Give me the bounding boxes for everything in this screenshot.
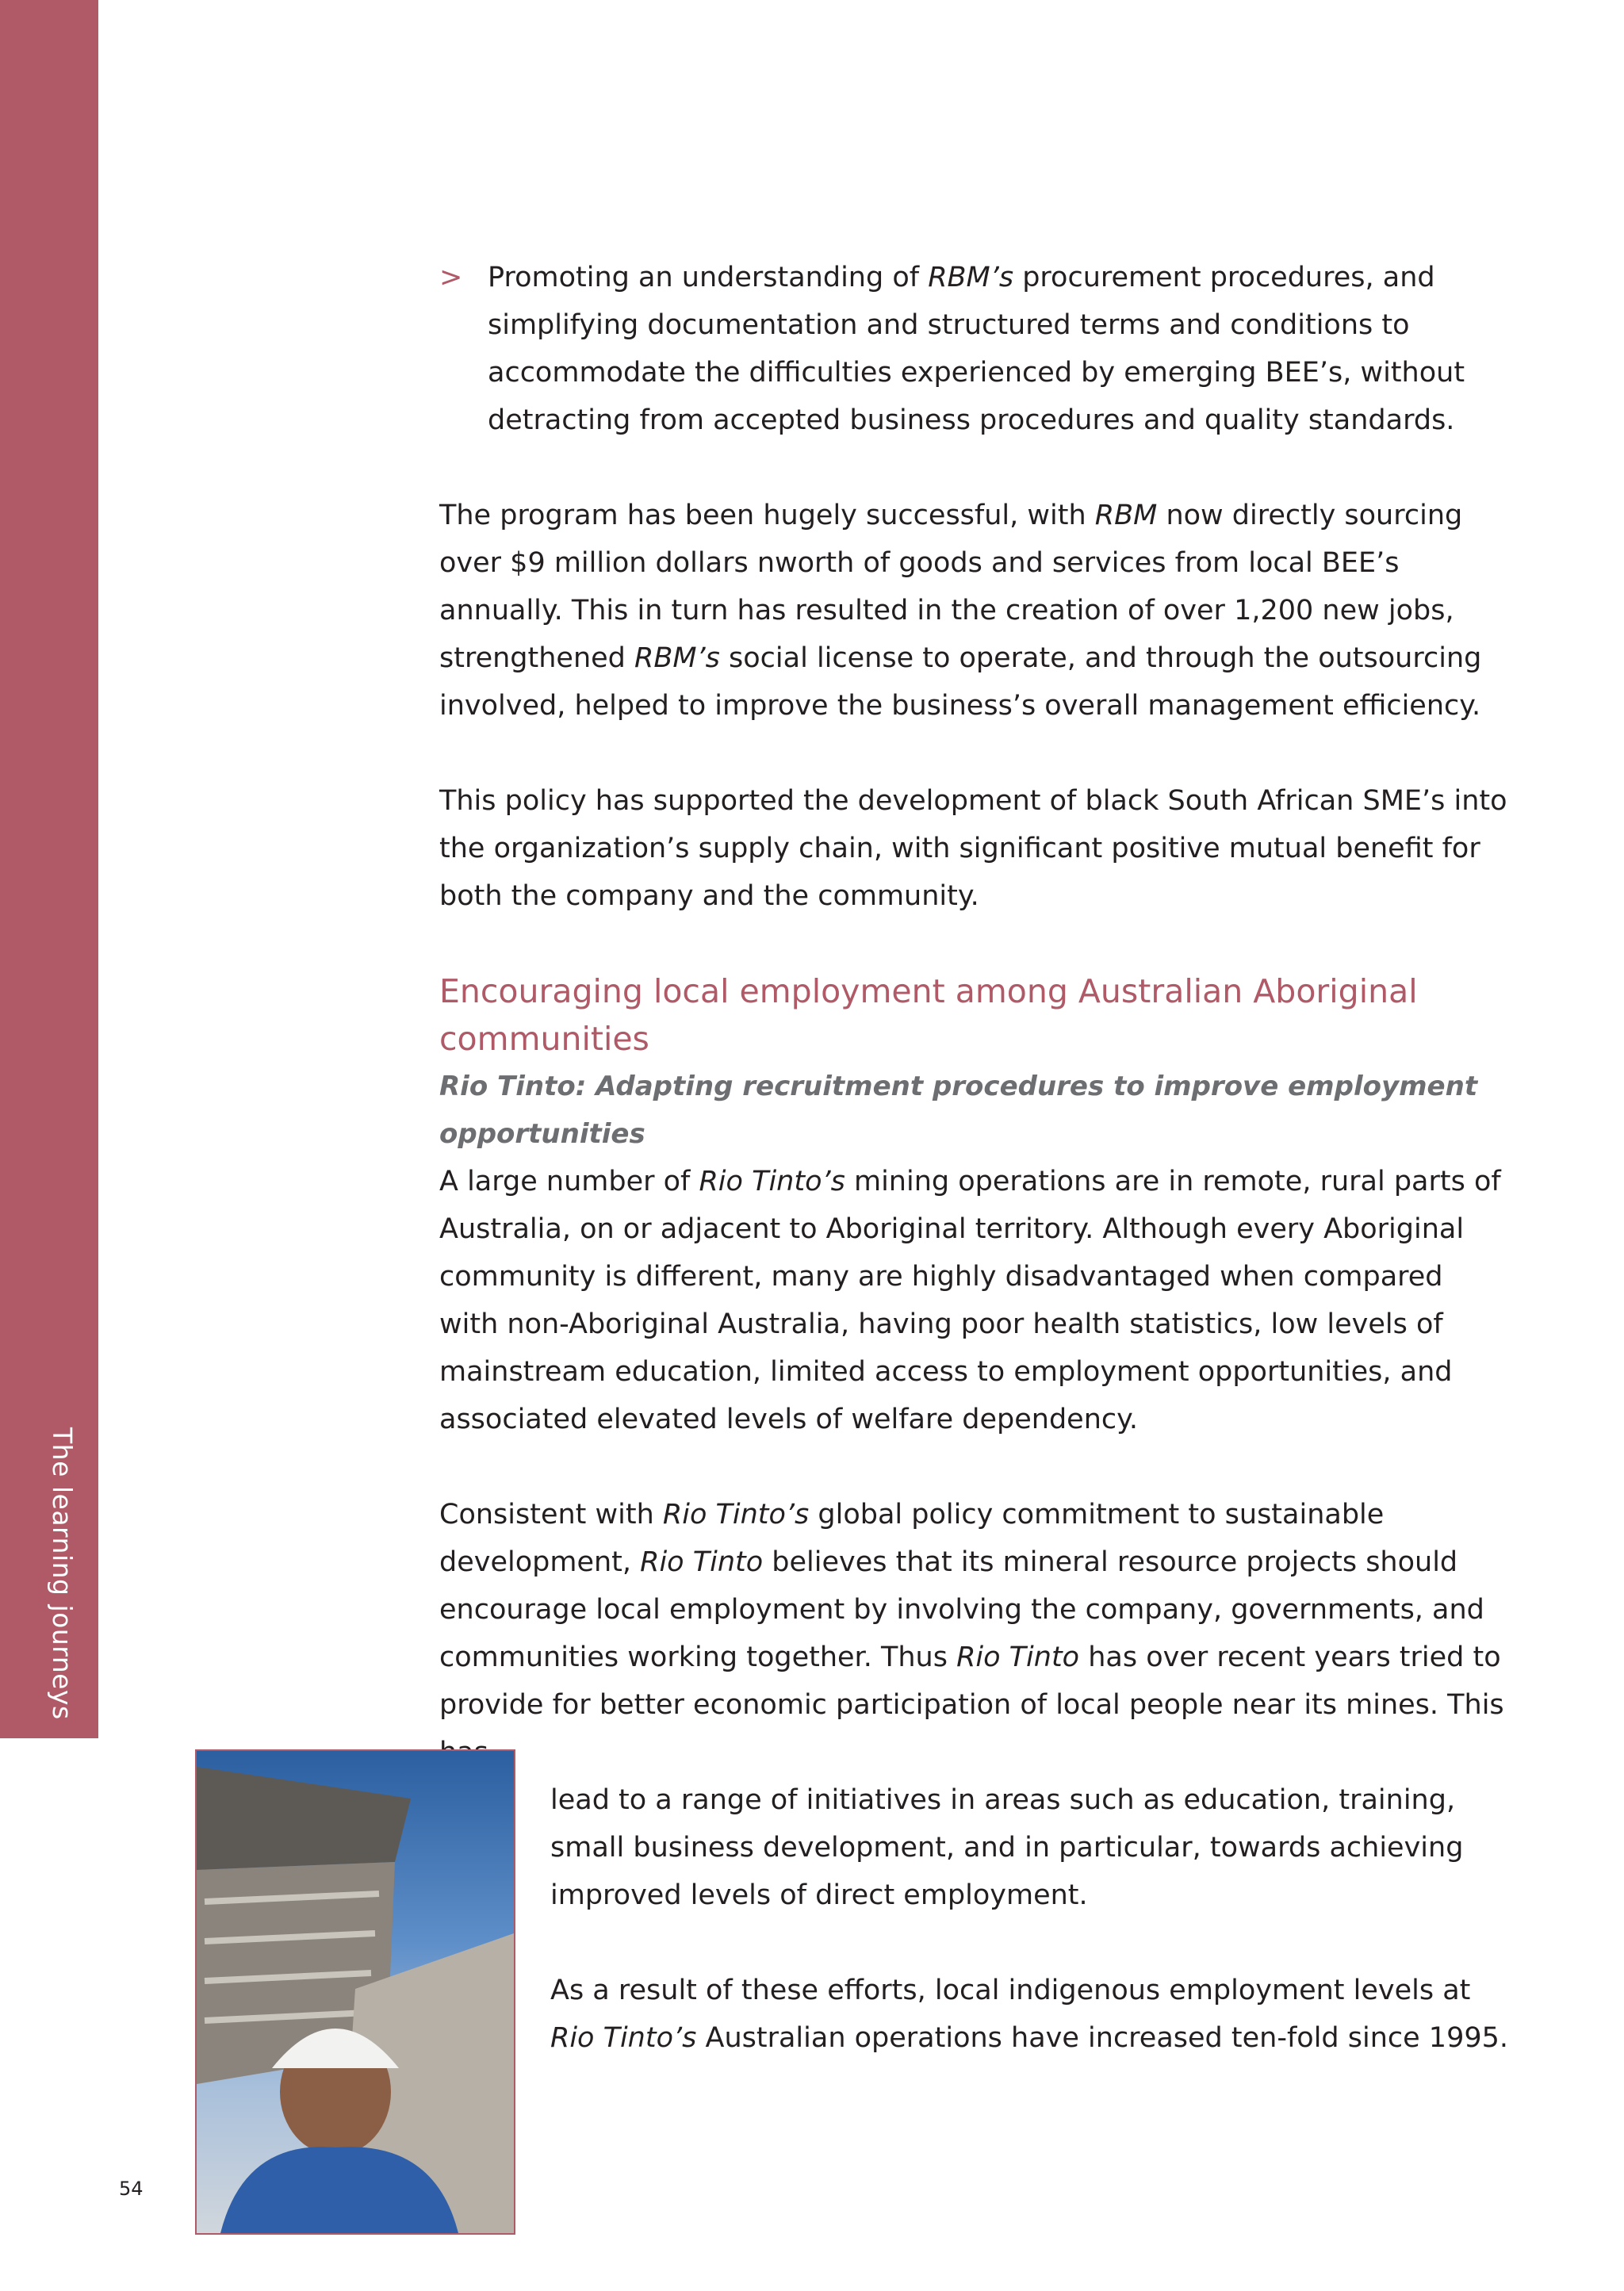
bullet-text: Promoting an understanding of [488, 262, 929, 293]
italic-run: RBM’s [634, 642, 720, 674]
text-run: has over recent years tried to provide for better economic participation of local people near its mines. This [439, 1642, 1504, 1721]
paragraph-result [439, 1967, 1510, 2062]
section-subheading: Rio Tinto: Adapting recruitment procedures to improve employment opportunities [439, 1071, 1478, 1150]
photo-illustration [197, 1751, 514, 2233]
section-heading: Encouraging local employment among Australian Aboriginal communities [439, 972, 1418, 1058]
italic-run: Rio Tinto [956, 1642, 1080, 1673]
text-run: believes that its mineral resource projects should encourage local employment by involving the company, governments, and communities working together. Thus [439, 1546, 1484, 1673]
paragraph-large-number [439, 1158, 1510, 1443]
italic-run: Rio Tinto’s [550, 2022, 697, 2054]
paragraph-consistent-wrap: lead to a range of initiatives in areas such as education, training, small business development, and in particular, towards achieving improved levels of direct employment. [550, 1784, 1464, 1911]
paragraph-policy: This policy has supported the development of black South African SME’s into the organization’s supply chain, with significant positive mutual benefit for both the company and the community. [439, 785, 1507, 912]
italic-run: RBM [1094, 500, 1158, 531]
page-number: 54 [119, 2178, 144, 2200]
main-content [439, 254, 1510, 2062]
text-run: The program has been hugely successful, with [439, 500, 1095, 531]
text-run: Australian operations have increased ten-fold since 1995. [696, 2022, 1509, 2054]
bullet-text-cont: procurement procedures, and simplifying documentation and structured terms and conditions to accommodate the difficulties experienced by emerging BEE’s, without detracting from accepted business procedures and quality standards. [488, 262, 1465, 436]
italic-run: Rio Tinto [640, 1546, 764, 1578]
text-run: global policy commitment to sustainable development, [439, 1499, 1385, 1578]
mine-worker-photo [195, 1749, 515, 2235]
text-run: now directly sourcing over $9 million dollars nworth of goods and services from local BEE’s annually. This in turn has resulted in the creation of over 1,200 new jobs, strengthened [439, 500, 1463, 674]
text-run: A large number of [439, 1166, 699, 1197]
text-run: mining operations are in remote, rural parts of Australia, on or adjacent to Aboriginal territory. Although every Aboriginal community is different, many are highly disadvantaged when compared with non-Aboriginal Australia, having poor health statistics, low levels of mainstream education, limited access to employment opportunities, and associated elevated levels of welfare dependency. [439, 1166, 1501, 1435]
text-run: As a result of these efforts, local indigenous employment levels at [550, 1975, 1471, 2006]
text-run: Consistent with [439, 1499, 663, 1531]
bullet-item [439, 254, 1510, 444]
bullet-arrow-icon: > [439, 262, 463, 293]
text-run: social license to operate, and through the outsourcing involved, helped to improve the business’s overall management efficiency. [439, 642, 1482, 722]
bullet-italic: RBM’s [928, 262, 1014, 293]
italic-run: Rio Tinto’s [699, 1166, 845, 1197]
paragraph-consistent [439, 1491, 1510, 1776]
paragraph-program [439, 492, 1510, 730]
section-tab-label: The learning journeys [47, 1427, 78, 1720]
italic-run: Rio Tinto’s [662, 1499, 810, 1531]
